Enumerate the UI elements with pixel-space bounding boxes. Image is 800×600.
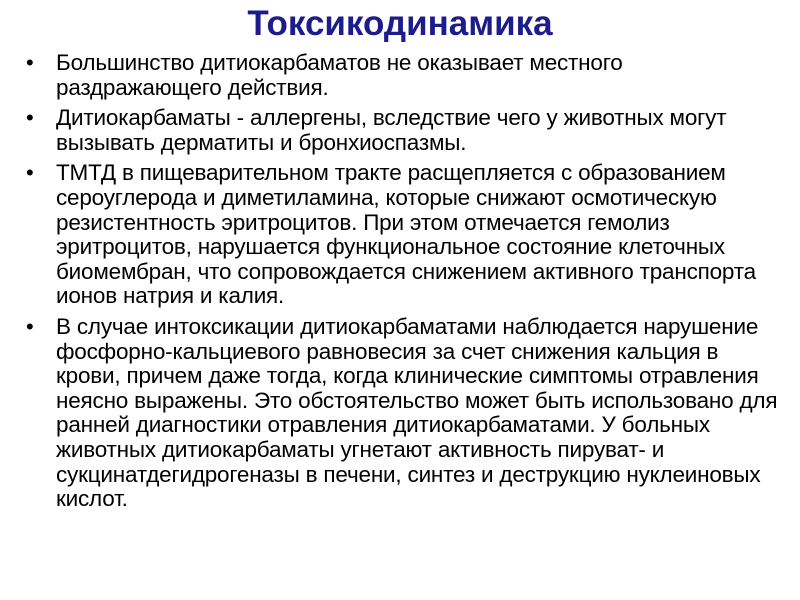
bullet-dot-icon: • xyxy=(26,313,34,339)
bullet-item xyxy=(22,51,782,100)
bullet-item xyxy=(22,106,782,155)
bullet-text: Дитиокарбаматы - аллергены, вследствие чего у животных могут вызывать дерматиты и бронхиоспазмы. xyxy=(56,105,727,155)
slide-title: Токсикодинамика xyxy=(247,4,553,43)
bullet-text: В случае интоксикации дитиокарбаматами наблюдается нарушение фосфорно-кальциевого равновесия за счет снижения кальция в крови, причем даже тогда, когда клинические симптомы отравления неясно выражены. Это обстоятельство может быть использовано для ранней диагностики отравления дитиокарбаматами. У больных животных дитиокарбаматы угнетают активность пируват- и сукцинатдегидрогеназы в печени, синтез и деструкцию нуклеиновых кислот. xyxy=(56,313,778,512)
bullet-list xyxy=(22,51,782,518)
bullet-text: ТМТД в пищеварительном тракте расщепляется с образованием сероуглерода и диметиламина, которые снижают осмотическую резистентность эритроцитов. При этом отмечается гемолиз эритроцитов, нарушается функциональное состояние клеточных биомембран, что сопровождается снижением активного транспорта ионов натрия и калия. xyxy=(56,160,756,309)
bullet-item xyxy=(22,315,782,512)
bullet-text: Большинство дитиокарбаматов не оказывает местного раздражающего действия. xyxy=(56,50,623,100)
bullet-item xyxy=(22,161,782,309)
bullet-dot-icon: • xyxy=(26,160,34,186)
bullet-dot-icon: • xyxy=(26,105,34,131)
bullet-dot-icon: • xyxy=(26,50,34,75)
